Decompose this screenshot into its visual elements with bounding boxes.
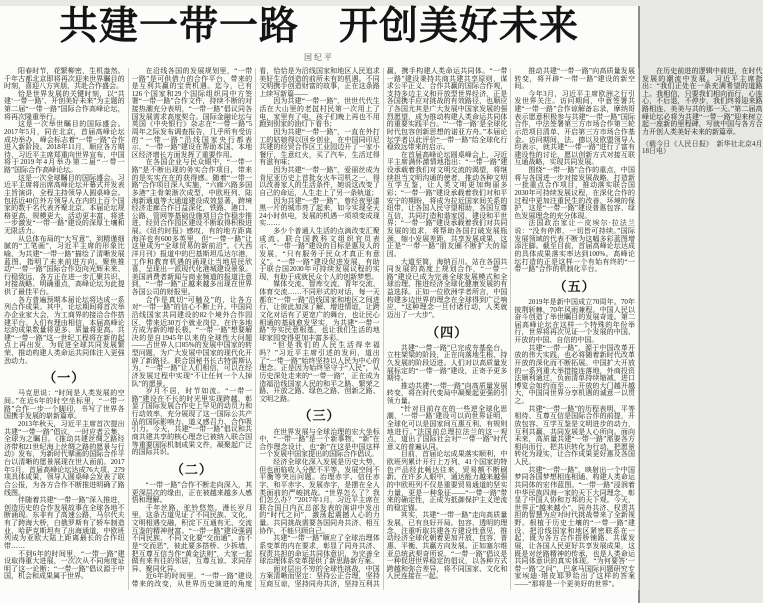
section-heading: （二） bbox=[170, 461, 213, 477]
section-heading: （五） bbox=[553, 278, 596, 294]
body-paragraph: 合作是真切“可触及”的，让各方对“一带一路”的信心不断上升。中国同沿线国家共同建设的82个境外合作园区，带来近30万个就业岗位，在许多地方成为新的增长极。“一带一路”想要解决的是自1945年以来的全球性大问题——占世界人口85%的发展中国家的转型问题，为广大发展中国家的现代化开辟了新路径。联合国秘书长古特雷斯认为，“一带一路”让人们相信，可以在经济发展过程中实现“不让任何一个人掉队”的愿景。 bbox=[131, 295, 253, 388]
body-paragraph: 因为共建“一带一路”，曾经夜里漆黑一片的城市亮了起来，如今实现全天24小时供电，发展的机遇一项项变成现实…… bbox=[259, 196, 380, 228]
body-paragraph: 伴随着共建“一带一路”深入推进，创造历史的合作发展故事在全球各地不断涌现。东非有了高速公路，马尔代夫有了跨海大桥，白俄罗斯有了轿车制造业，哈萨克斯坦有了出海通道，中欧班列成为亚欧大陆上距离最长的合作纽带…… bbox=[4, 496, 125, 550]
section-heading: （四） bbox=[426, 324, 469, 340]
body-paragraph: 围绕“一带一路”合作的重点，中国将与各国进一步对接发展战略，打造新一批重点合作项目，推动落实联合国2030年可持续发展议程，在深化合作的过程中更加注重民生的改善、环境的保护，这是“一带一路”建设普惠包容、绿色发展理念的充分体现。 bbox=[514, 166, 635, 220]
body-paragraph: 因为共建“一带一路”，世世代代生活在大山里的老挝村民第一次用上了电，家里有了电，孩子们晚上再也不用跑到别家的油灯下看书； bbox=[259, 97, 380, 129]
body-paragraph: 阳春时节，花繁柳密，生机盎然。千年古都北京即将再次迎来世界瞩目的时刻，喜迎八方宾朋，共赴合作盛会。 bbox=[4, 66, 125, 91]
newspaper-page bbox=[0, 5, 763, 603]
body-paragraph: 目前，首届论坛成果落实顺利，中欧班列累计开行上万列，41个国家的特色产品经此畅达往来，贸易额不断刷新。在许多人眼中，通达能力越来越强的中欧班列不仅是重要贸易通道的坚实力量，更是一种象征——“一带一路”带来的确定性，正成为抵御保护主义逆流的稳定锚。 bbox=[386, 450, 508, 512]
section-heading: （一） bbox=[43, 370, 86, 386]
body-paragraph: 岁月不居，时节如流。“一带一路”建设在不长的时光里实现跨越，彰显了国际发展合作史上罕见的动员力和行动效率，充分展现了这一国际公共产品的国际影响力、道义感召力、合作吸引力。今天，共建“一带一路”倡议和共商共建共享的核心理念已被纳入联合国等重要国际机制成果文件，凝聚起广泛的国际共识。 bbox=[131, 387, 253, 457]
body-paragraph: 因为共建“一带一路”，爱丽丝成为肯尼亚历史上首批女火车司机之一，得以改善家人的生活条件，她说这改变了自己的命运，人生走上了另一条轨道； bbox=[259, 166, 380, 197]
article-body bbox=[4, 66, 763, 590]
body-paragraph: 这是一次举世瞩目的国际盛会。2017年5月，同在北京，首届高峰论坛成功举办，峰会标志着“一带一路”合作进入新阶段。2018年11月，顺应各方期待，习近平主席郑重向世界宣布，中国将于2019年4月举办第二届“一带一路”国际合作高峰论坛。 bbox=[4, 120, 125, 175]
body-paragraph: 共建“一带一路”已完成夯基垒台、立柱架梁的阶段，正在向落地生根、持久发展的阶段迈进。人们对以高质量发展标定的“一带一路”建设，正寄予更多期待。 bbox=[386, 343, 508, 383]
body-paragraph: 在历史前进的逻辑中前进，在时代发展的潮流中发展。习近平主席指出：“我们正处在一条充满希望的道路上。我相信，只要我们相向而行，心连心，不后退，不停步，我们终将迎来路路相连、美美与共的那一天。”第二届高峰论坛必将为共建“一带一路”迎来树立起一座新的里程碑，写就中国与各方合力开创人类美好未来的新篇章。 bbox=[641, 66, 763, 136]
article-headline: 共建一带一路 开创美好未来 bbox=[58, 5, 579, 48]
body-paragraph: 在沿线各国的发展规划里，“一带一路”是可供借力的合作平台，带来的是互利共赢的宝贵机遇。迄今，已有126个国家和29个国际组织同中方签署“一带一路”合作文件，持续不断的对接热潮充分表明，“一带一路”倡议同各国发展需求高度契合。国际金融论坛与英国《中央银行》杂志在“一带一路”5周年之际发布调查报告，几乎所有受访的“一带一路”沿线国家央行都表示，“一带一路”建设在帮助本国、本地区经济增长方面发挥了重要作用。 bbox=[131, 66, 253, 159]
body-paragraph: “一带一路”合作不断走向深入，其更深层次的缘由，正在被越来越多人感悟和理解。 bbox=[131, 480, 253, 505]
body-paragraph: 恰是世界发展的关键时刻，以“共建‘一带一路’、开创美好未来”为主题的第二届“一带一路”国际合作高峰论坛，将再次隆重举行。 bbox=[4, 89, 125, 121]
body-paragraph: 在世界发展与全球治理的宏大坐标中，“一带一路”是一个新事物，“新”在合作理念设计，也“新”在这是中国这样一个发展中国家提出的国际合作倡议。 bbox=[259, 427, 380, 459]
body-paragraph: 媒体交流、智库交流、青年交流、体育交流……不同形式的对话，每一天都在“一带一路”沿线国家和地区之间进行，让彼此加深了解、增进情谊，让跨文化对话有了更宽广的舞台，也让民心相通的基础愈发坚实，为共建“一带一路”夯实民意根基，也让我们生活的地球家园变得更加丰富多彩。 bbox=[259, 280, 380, 342]
body-paragraph: 共建“一带一路”顺应了全球治理体系变革的内在要求，彰显了同舟共济、权责共担的命运共同体意识，为完善全球治理体系变革提供了新思路新方案。 bbox=[259, 534, 380, 566]
body-paragraph: 共建“一带一路”，源于中国改革开放的伟大实践，也必将随着新时代改革开放的深化而不断拓展。中国扩大开放的一系列重大举措接连落地，外商投资法顺利通过，负面清单持续缩减，进口博览会如约而至……开放的大门越开越大，中国同世界分享机遇的诚意一以贯之。 bbox=[514, 343, 635, 406]
section-heading: （三） bbox=[298, 408, 341, 424]
body-paragraph: 多少个普通人生活的点滴改变汇聚成流。联合国教科文组织官员表示，“一带一路”建设的目标是惠及人的发展，“只有服务于民众才真正有意义”。“一带一路”建设促进发展，有助于联合国2030年可持续发展议程的实现，有助于成就民众个人的创新梦想。 bbox=[259, 227, 380, 281]
body-paragraph: “但是我们的人民生活得幸福吗？”习近平主席引述的发问，道出了“一带一路”始终坚持以人民为中心的理念。正是因为始终坚守于“人民”，从历史深处走来的“一带一路”，正在成为造福沿线国家人民的和平之路、繁荣之路、开放之路、绿色之路、创新之路、文明之路。 bbox=[259, 341, 380, 403]
body-paragraph: 马克思说：“时间是人类发展的空间。”在近6年的时空坐标里，“一带一路”合作一步一个脚印，书写了世界各国携手发展的崭新篇章。 bbox=[4, 389, 125, 421]
body-paragraph: 面对层出不穷的全球性挑战，中国方案清晰而坚定：坚持公正合理，坚持互商互谅，坚持同舟共济，坚持互利共赢，携手构建人类命运共同体。“一带一路”建设秉持共商共建共享原则，谋求公平正义、合作共赢的国际合作观，支持多边主义和开放型世界经济，正是各国携手应对挑战的有效路径，也顺应了各国尤其是广大发展中国家发展的强烈愿望，成为推动构建人类命运共同体的重要实践平台。“‘一带一路’是全球化时代包容创新思想的诺亚方舟。”本届论坛学者以此评价“一带一路”给全球化行稳致远带来的启示。 bbox=[259, 66, 508, 589]
body-paragraph: 法国政治家让－皮埃尔·拉法兰说：“没有停滞，一切皆可持续。”国际发展领域的代表不断为这幅多彩蓝图增添注脚。截至目前，首届高峰论坛达成的具体成果落实率达到100%。高峰论坛打造的正是这样一个有始有终的“一带一路”合作的机制化平台。 bbox=[514, 219, 635, 274]
body-paragraph: 不到6年的时间里，“一带一路”建设取得重大进展，一次次从不同角度证明了这一论断：“一带一路”倡议源于中国，机会和成果属于世界。 bbox=[4, 549, 125, 581]
body-paragraph: 共建“一带一路”，映射出一个中国梦同各国梦想相连相通、构建人类命运共同体的宏伟蓝图。“一带一路”浸润着中华民族四海一家的天下大同理念，彰显了中国人协和万邦的天下观。今天，世界正“越来越小”，同舟共济、权责共担的智慧为应对时代挑战带来了全新视野。根植于历史土壤的“一带一路”建设，把沿线国家和地区紧密联系在一起，既为各方合作搭桥铺路、共谋发展，让各国人民更好共享发展成果，这既是对丝路精神的传承，也是人类命运共同体意识的真实体现。“为何要答‘一带一路’之问”，巴拿马国际问题研究专家埃迪·塔皮耶罗给出了这样的答案——“那将是一个更美好的世界”。 bbox=[514, 465, 635, 589]
body-paragraph: 其实，共建“一带一路”走向高质量发展，已有良好开局。包容、透明的理念，注重听取共建各方建设性意见，推动经济全球化朝着更加开放、包容、普惠、平衡、共赢方向发展。正如塞尔维亚总统武契奇所说，“一带一路”倡议是一种促进世界稳定的倡议，以各种方式跨越和弥合差异，将不同国家、文化和人民连接在一起。 bbox=[386, 511, 508, 581]
body-paragraph: “针对目前存在的一些逆全球化思潮，‘一带一路’建设可以向世界证明，全球化可以是国家间互惠互利、有规则地进行。”法国前总理拉法兰的这一观点，道出了国际社会对“一带一路”时代意义的普遍认同。 bbox=[386, 404, 508, 451]
body-paragraph: 在首届高峰论坛圆桌峰会上，习近平主席满怀激情地指出：“一带一路”建设承载着我们对文明交流的渴望，将继续担当文明沟通的使者，推动各种文明互学互鉴，让人类文明更加绚丽多彩；“一带一路”建设承载着我们对和平安宁的期盼，将成为拉近国家间关系的纽带，让各国人民守望相助，各国互尊互信，共同打造和谐家园，建设和平世界；“一带一路”建设承载着我们对共同发展的追求，将帮助各国打破发展瓶颈，缩小发展差距，共享发展成果，这正是“一带一路”朋友圈不断扩大的原因。 bbox=[386, 150, 508, 258]
body-paragraph: 近6年的时间里，“一带一路”建设带来的改变，从世界历史演进的角度看，恰恰是为沿线国家和地区人民追求美好生活创造的前所未有的机遇。不同文明携手创造财富的故事，正在这条路上续写新篇—— bbox=[131, 66, 380, 589]
body-paragraph: 推动共建“一带一路”向高质量发展转变，将在时代变局中凝聚起更强的引领力量。 bbox=[386, 381, 508, 406]
body-paragraph: 在各国企业与民众眼中，“一带一路”是不断出现的务实合作项目，带来的是实实在在的获得感。随着“一带一路”合作项目深入实施，“六廊六路多国多港”主骨架渐次成型，中欧班列、陆海新通道等大通道建设成效显著，跨境经济走廊合作日益深化，铁路、港口、公路、管网等基础设施项目合作稳步推进，经贸合作园区建设不断取得积极进展。《纽约时报》感叹，有的地方距离海洋也有600多英里，但“一带一路”让这里成为“全球贸易的新前沿”。《大西洋月刊》报道中的巴基斯坦瓜达尔港，工作和教育机遇的涌现让当地居民欣喜，呈现出一派现代化港城建设景象。美国消费者新闻与商业频道的报道注意到，“一带一路”正越来越多出现在世界各国公司的财报里。 bbox=[131, 158, 253, 297]
body-paragraph: 这是一次全球瞩目的国际盛会。习近平主席将出席高峰论坛开幕式并发表主旨演讲，全程主持领导人圆桌峰会。包括近40位外方领导人在内的上百个国家的数千名代表齐聚北京。本届论坛规格更高、规模更大、活动更丰富，将进一步激发“一带一路”建设的深厚土壤和无限活力。 bbox=[4, 173, 125, 236]
body-paragraph: 经济全球化深入发展是历史大势，但也面临收入分配不平等、发展空间不平衡等突出问题。治理赤字、信任赤字、和平赤字、发展赤字，是摆在全人类面前的严峻挑战。“世界怎么了？我们怎么办？”2017年1月，习近平主席在联合国日内瓦总部发表的演讲中发出的“时代之问”，激荡起震撼人心的力量。共同挑战需要各国同舟共济、相互协作，不能只顾自己。 bbox=[259, 458, 380, 535]
body-paragraph: 今年3月，习近平主席欧洲之行引发世界关注。访问期间，中意签署共建“一带一路”合作谅解备忘录，摩纳哥表示愿意积极参与共建“一带一路”国际合作，中法签署第三方市场合作第三轮示范项目清单、开启第三方市场合作基金。访问期间，法、德以及欧盟领导人均表示，就共建“一带一路”进行了富有建设性的讨论，愿以创新方式对接互联互通战略，实现共同发展。 bbox=[514, 89, 635, 167]
body-paragraph: 因为共建“一带一路”，一直在外打工的姑娘得以回乡创业，在中国同印尼共建的经贸合作区工业园边开了一家小餐厅，生意红火，买了汽车，生活过得有滋有味； bbox=[259, 127, 380, 167]
article-byline: 国纪平 bbox=[304, 52, 334, 62]
body-paragraph: 各方普遍预期本届论坛将达成一系列合作成果。其中，论坛期间将首次举办企业家大会，为工商界的接洽合作搭建平台。人们有理由相信，本届高峰论坛的成果数量将更多、质量将更高。共建“一带一路”这一世纪工程将在新的起点上再出发，为促进全球共同发展繁荣、推动构建人类命运共同体注入更强劲动力。 bbox=[4, 295, 125, 365]
source-note: （载今日《人民日报》 新华社北京4月18日电） bbox=[641, 139, 763, 156]
body-paragraph: 共建“一带一路”的历程表明，平等相待、互尊互信是国际合作的前提，开放包容、互学互鉴是文明进步的动力，互利共赢、共同发展是人心所向。面向未来，高质量共建“一带一路”需要各方相向而行，把共识转化为行动，把愿景转化为现实，让合作成果更好惠及各国人民。 bbox=[514, 404, 635, 467]
body-paragraph: 大道至简，海纳百川。站在各国共同发展的高度上规划合作，“一带一路”建设已成为完善全球发展模式和全球治理、推进经济全球化健康发展的有益选择。正如一位欧洲学者所言，中国构建多边世界的理念在全球得到广泛响应，“这种理念一旦付诸行动，人类就迈出了一大步”。 bbox=[386, 257, 508, 319]
body-paragraph: 从总体布局的“大写意”，到精谨细腻的“工笔画”，习近平主席的形象比喻，为共建“一带一路”描绘了清晰发展蓝图，指明了未来前进方向。聚焦推动“一带一路”国际合作迈向光辉未来、行稳致远，各方正在进一步汇聚共识、对接战略、明确重点，高峰论坛为此提供了最佳平台。 bbox=[4, 234, 125, 297]
body-paragraph: 2019年是新中国成立70周年。70年披荆斩棘，70年风雨兼程。中国人民以奋斗创造了举世瞩目的发展奇迹。第二届高峰论坛在这样一个特殊的年份举行，世界将再次见证一个发展的中国、开放的中国、自信的中国。 bbox=[514, 297, 635, 345]
body-paragraph: 千年丝路，驼铃悠悠。漫长岁月里，这条古道见证了不同民族、文化、文明相遇交融，积淀下互通有无、交流互鉴的精神财富。“一带一路”建设强调不同民族、不同文化要“交而通”，而不是“交而恶”，彼此要多搭桥、少拆墙，把互尊互信当作“黄金法则”，大家一起做有来有往的邻居，互尊互谅、求同存异、聚同化异。 bbox=[131, 503, 253, 573]
body-paragraph: 2013年秋天，习近平主席首次提出共建“一带一路”倡议，一时应者云集，全球为之瞩目。《推动共建丝绸之路经济带和21世纪海上丝绸之路的愿景与行动》发布，为新时代擘画的国际合作平台以清晰的愿景展现在世人面前。2017年5月，首届高峰论坛达成76大项、279项具体成果，领导人圆桌峰会发表了联合公报，为各方合作不断推进明确了路线图。 bbox=[4, 419, 125, 497]
body-paragraph: 推动共建“一带一路”向高质量发展转变，将开辟“一带一路”建设的新空间。 bbox=[514, 66, 635, 91]
